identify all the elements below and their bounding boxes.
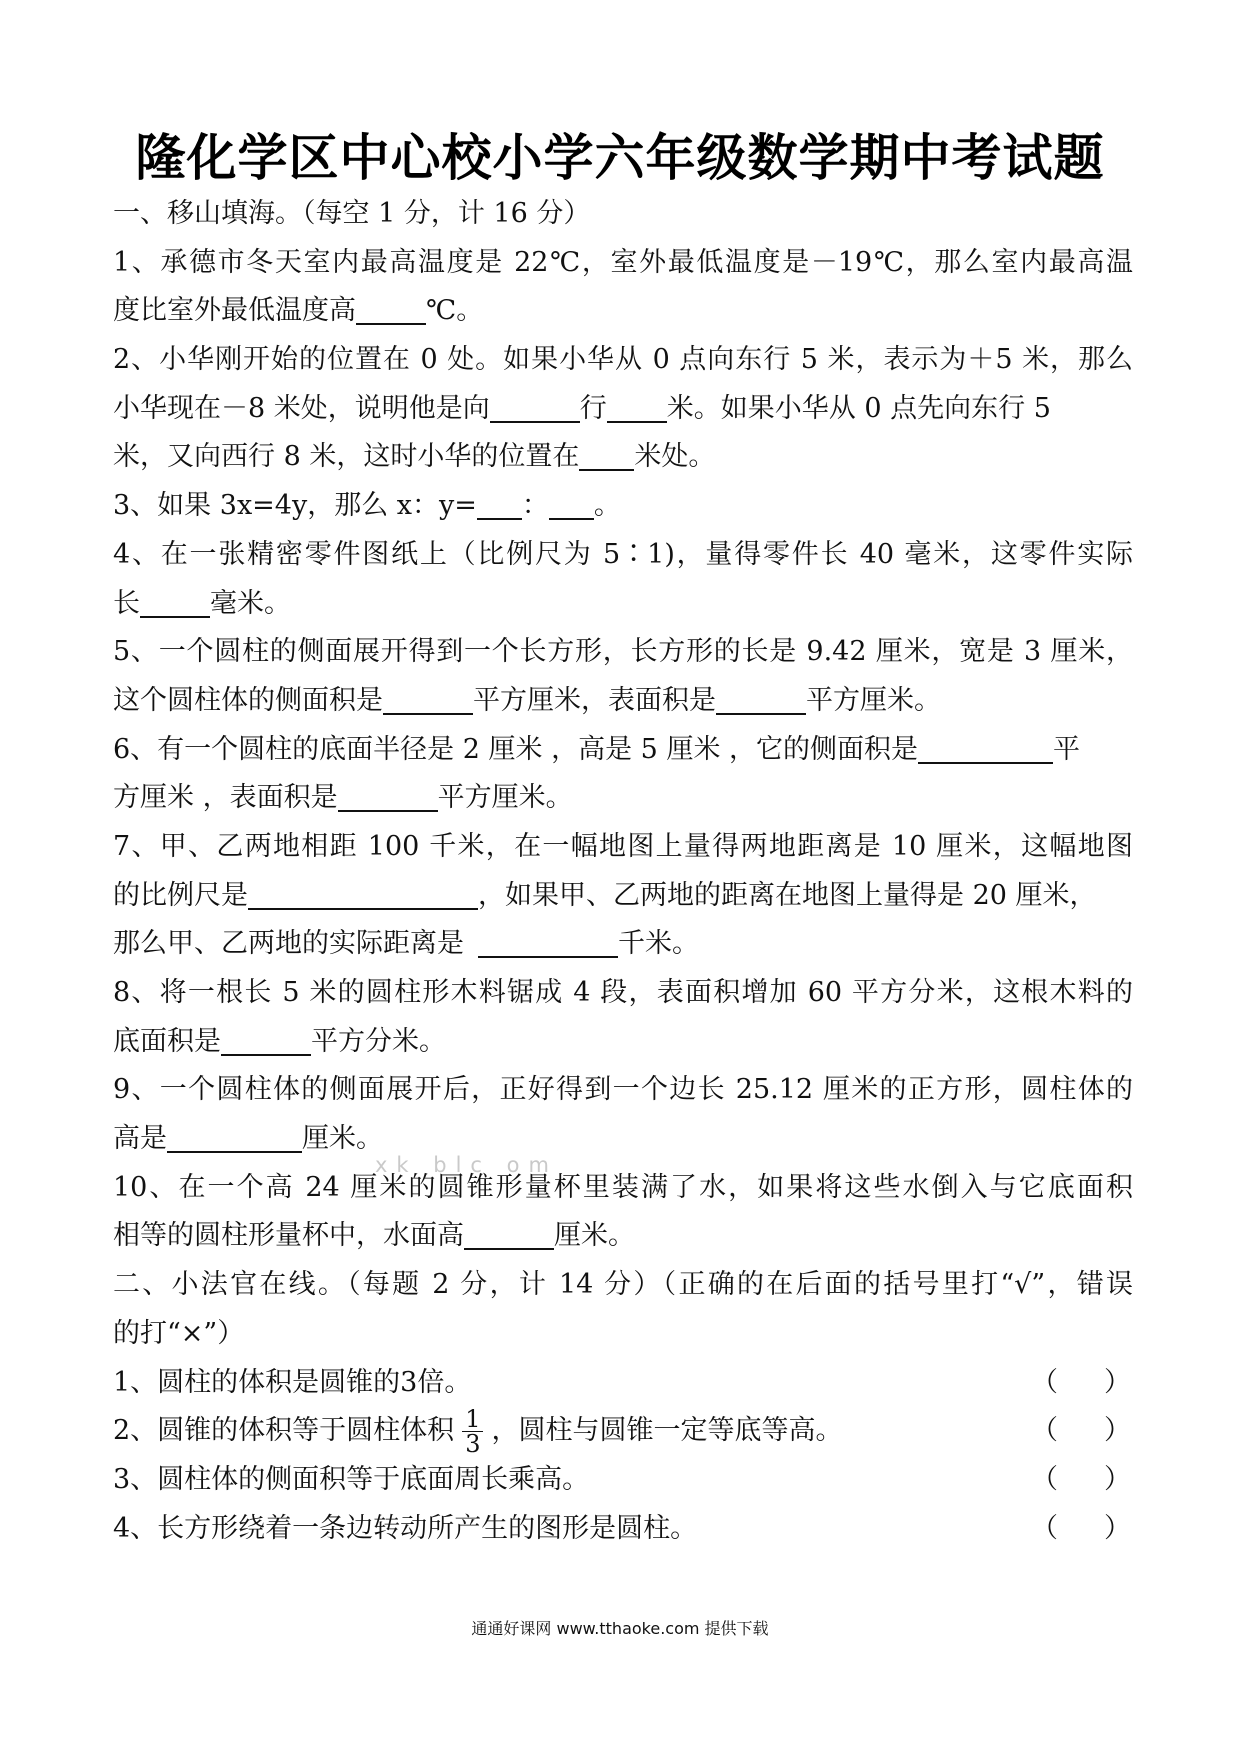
- tf-item-2-post: ，圆柱与圆锥一定等底等高。: [491, 1415, 843, 1447]
- q8-blank[interactable]: [221, 1022, 311, 1056]
- q6-text2: 平: [1053, 733, 1081, 765]
- q7-line2: [113, 872, 1133, 921]
- exam-body: [113, 190, 1133, 1553]
- paren-close: ）: [1104, 1463, 1131, 1495]
- paren-open: （: [1031, 1512, 1058, 1544]
- q2-text2: 行: [579, 392, 607, 424]
- q1-text: 度比室外最低温度高: [113, 295, 356, 327]
- q5-text: 这个圆柱体的侧面积是: [113, 684, 383, 716]
- q2-text4: 米，又向西行 8 米，这时小华的位置在: [113, 441, 580, 473]
- tf-item-2-pre: 2、圆锥的体积等于圆柱体积: [113, 1415, 455, 1447]
- q5-blank-surface[interactable]: [716, 681, 806, 715]
- exam-title: 隆化学区中心校小学六年级数学期中考试题: [135, 128, 1105, 187]
- q6-line2: [113, 774, 1133, 823]
- tf-item-4-text: 4、长方形绕着一条边转动所产生的图形是圆柱。: [113, 1512, 698, 1544]
- section2-heading-cont: 的打“×”）: [113, 1317, 245, 1349]
- q3-end: 。: [593, 490, 621, 522]
- q10-blank[interactable]: [464, 1216, 554, 1250]
- q10-text: 相等的圆柱形量杯中，水面高: [113, 1220, 464, 1252]
- q2-blank-direction[interactable]: [490, 389, 580, 423]
- watermark: xk blc om: [375, 1153, 558, 1177]
- paren-open: （: [1031, 1415, 1058, 1447]
- paren-open: （: [1031, 1463, 1058, 1495]
- q4-text: 长: [113, 587, 140, 619]
- q5-line1: 5、一个圆柱的侧面展开得到一个长方形，长方形的长是 9.42 厘米，宽是 3 厘米，: [113, 636, 1133, 668]
- q2-blank-position[interactable]: [579, 437, 634, 471]
- q7-text3: 那么甲、乙两地的实际距离是: [113, 928, 464, 960]
- q8-text: 底面积是: [113, 1025, 221, 1057]
- q3-colon: ：: [521, 490, 549, 522]
- q3-blank-x[interactable]: [477, 486, 522, 520]
- q10-line1: 10、在一个高 24 厘米的圆锥形量杯里装满了水，如果将这些水倒入与它底面积: [113, 1171, 1133, 1203]
- tf-item-1: [113, 1359, 1133, 1408]
- q4-unit: 毫米。: [210, 587, 291, 619]
- q6-blank-surface[interactable]: [338, 778, 438, 812]
- q9-text: 高是: [113, 1123, 167, 1155]
- q5-unit: 平方厘米。: [806, 684, 941, 716]
- q2-line3: [113, 433, 1133, 482]
- q1-line1: 1、承德市冬天室内最高温度是 22℃，室外最低温度是－19℃，那么室内最高温: [113, 246, 1133, 278]
- q4-blank[interactable]: [140, 584, 210, 618]
- q9-line2: [113, 1115, 1133, 1164]
- q10-unit: 厘米。: [554, 1220, 635, 1252]
- q9-line1: 9、一个圆柱体的侧面展开后，正好得到一个边长 25.12 厘米的正方形，圆柱体的: [113, 1074, 1133, 1106]
- q2-line1: 2、小华刚开始的位置在 0 处。如果小华从 0 点向东行 5 米，表示为＋5 米，那么: [113, 344, 1133, 376]
- q8-unit: 平方分米。: [311, 1025, 446, 1057]
- footer-source: 通通好课网 www.tthaoke.com 提供下载: [471, 1619, 769, 1638]
- section1-heading: 一、移山填海。（每空 1 分，计 16 分）: [113, 198, 591, 229]
- tf-item-4: [113, 1505, 1133, 1554]
- tf-answer-3[interactable]: [1031, 1456, 1131, 1505]
- q8-line1: 8、将一根长 5 米的圆柱形木料锯成 4 段，表面积增加 60 平方分米，这根木料的: [113, 977, 1133, 1008]
- q7-unit: 千米。: [618, 928, 699, 960]
- q5-text2: 平方厘米，表面积是: [473, 684, 716, 716]
- paren-close: ）: [1104, 1512, 1131, 1544]
- q1-unit: ℃。: [426, 295, 484, 327]
- q6-text3: 方厘米 ，表面积是: [113, 782, 338, 814]
- q6-unit: 平方厘米。: [437, 782, 573, 814]
- q2-text: 小华现在－8 米处，说明他是向: [113, 392, 490, 424]
- q1-blank[interactable]: [356, 291, 426, 325]
- tf-item-1-text: 1、圆柱的体积是圆锥的3倍。: [113, 1366, 472, 1398]
- q6-blank-lateral[interactable]: [918, 730, 1053, 764]
- q7-text: 的比例尺是: [113, 879, 248, 911]
- q3-text: 3、如果 3x=4y，那么 x：y=: [113, 490, 477, 522]
- tf-answer-1[interactable]: [1031, 1359, 1131, 1408]
- q7-blank-scale[interactable]: [248, 876, 478, 910]
- tf-answer-2[interactable]: [1031, 1407, 1131, 1456]
- q2-blank-distance[interactable]: [607, 389, 667, 423]
- q10-line2: [113, 1212, 1133, 1261]
- q2-text5: 米处。: [634, 441, 716, 473]
- q5-line2: [113, 677, 1133, 726]
- q8-line2: [113, 1018, 1133, 1067]
- q3-blank-y[interactable]: [549, 486, 594, 520]
- q7-line3: [113, 920, 1133, 969]
- q7-line1: 7、甲、乙两地相距 100 千米，在一幅地图上量得两地距离是 10 厘米，这幅地图: [113, 830, 1133, 862]
- tf-item-2: [113, 1405, 1133, 1459]
- q5-blank-lateral[interactable]: [383, 681, 473, 715]
- fraction-denominator: 3: [462, 1431, 483, 1456]
- q6-text: 6、有一个圆柱的底面半径是 2 厘米 ，高是 5 厘米 ，它的侧面积是: [113, 733, 919, 765]
- tf-item-2-text: [113, 1405, 843, 1459]
- q9-unit: 厘米。: [302, 1123, 383, 1155]
- tf-item-3-text: 3、圆柱体的侧面积等于底面周长乘高。: [113, 1463, 590, 1495]
- tf-item-3: [113, 1456, 1133, 1505]
- q7-text2: ，如果甲、乙两地的距离在地图上量得是 20 厘米，: [478, 879, 1097, 911]
- q3-line: [113, 482, 1133, 531]
- q6-line1: [113, 726, 1133, 775]
- fraction-numerator: 1: [465, 1405, 481, 1434]
- q4-line2: [113, 580, 1133, 629]
- fraction-one-third: [462, 1405, 483, 1459]
- tf-answer-4[interactable]: [1031, 1505, 1131, 1554]
- q4-line1: 4、在一张精密零件图纸上（比例尺为 5∶1)，量得零件长 40 毫米，这零件实际: [113, 538, 1133, 570]
- q2-line2: [113, 385, 1133, 434]
- paren-close: ）: [1104, 1415, 1131, 1447]
- q1-line2: [113, 287, 1133, 336]
- paren-open: （: [1031, 1366, 1058, 1398]
- q7-blank-distance[interactable]: [478, 924, 618, 958]
- section2-heading: 二、小法官在线。（每题 2 分，计 14 分）（正确的在后面的括号里打“√”，错误: [113, 1269, 1133, 1301]
- paren-close: ）: [1104, 1366, 1131, 1398]
- q9-blank[interactable]: [167, 1119, 302, 1153]
- q2-text3: 米。如果小华从 0 点先向东行 5: [666, 392, 1051, 424]
